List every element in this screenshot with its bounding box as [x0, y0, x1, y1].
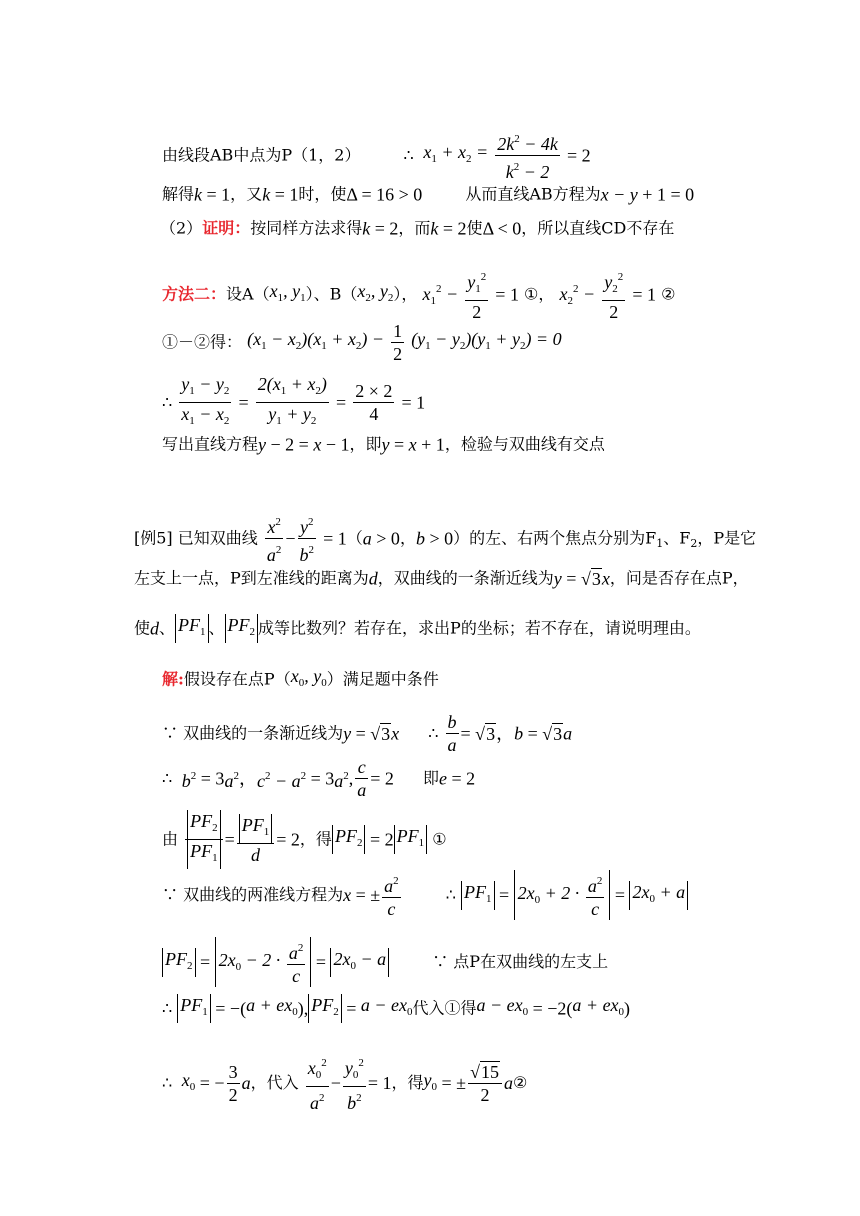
example5-solution-line-7: ∴ $PF_1 = -(a + ex_0)$, $PF_2 = a - ex_0$代入①得$a - ex_0 = -2(a + ex_0)$	[162, 993, 630, 1017]
solution-line-5: ①－②得： $(x_1 - x_2)(x_1 + x_2)$ − $\frac{1}{2}$ $(y_1 - y_2)(y_1 + y_2) = 0$	[162, 321, 562, 364]
solution-line-3: （2）证明：按同样方法求得k = 2，而k = 2使Δ < 0，所以直线CD不存在	[160, 218, 675, 239]
proof-label: 证明：	[202, 218, 251, 238]
example5-solution-line-6: $PF_2 = 2x_0 - 2$ · $\frac{a^2}{c}$ = $2x_0 - a$ ∵ 点P在双曲线的左支上	[162, 937, 608, 961]
example5-solution-line-5: ∵ 双曲线的两准线方程为x = ± $\frac{a^2}{c}$ ∴ $PF_1 = 2x_0 + 2$ · $\frac{a^2}{c}$ = $2x_0 + a$	[162, 870, 688, 894]
solution-line-6: ∴ $\frac{y_1 - y_2}{x_1 - x_2}$ = $\frac{2(x_1 + x_2)}{y_1 + y_2}$ = $\frac{2 \times 2}{4}$ = 1	[162, 374, 426, 427]
example5-line-2: 左支上一点，P到左准线的距离为d，双曲线的一条渐近线为y = √3x，问是否存在点P，	[134, 568, 749, 589]
solution-line-2: 解得k = 1，又k = 1时，使Δ = 16 > 0 从而直线AB方程为x − y + 1 = 0	[162, 184, 695, 205]
example5-solution-line-8: ∴ $x_0$ = − $\frac{3}{2}$ a，代入 $\frac{x_0^2}{a^2}$ − $\frac{y_0^2}{b^2}$ = 1，得$y_0$ = ± $\frac{√15}{2}$ a②	[162, 1052, 527, 1076]
formula-sum-x: $x_1 + x_2$ =	[418, 142, 489, 165]
solution-line-4: 方法二：设$A(x_1$, $y_1$）、$B(x_2$, $y_2$）， $x_1^2$ − $\frac{y_1^2}{2}$ = 1 ①， $x_2^2$ − $\frac{y_2^2}{2}$ = 1 ②	[162, 266, 675, 290]
example5-line-3: 使d、 $PF_1$ 、 $PF_2$ 成等比数列？若存在，求出P的坐标；若不存在，请说明理由。	[134, 614, 701, 638]
solution-line-7: 写出直线方程y − 2 = x − 1，即y = x + 1，检验与双曲线有交点	[162, 434, 605, 455]
example5-solution-line-4: 由 $\frac{PF_2}{PF_1}$ = $\frac{PF_1}{d}$ = 2，得 $PF_2 = 2$ $PF_1$ ①	[162, 810, 447, 834]
solution-label: 解:	[162, 669, 184, 689]
example5-solution-line-3: ∴ $b^2 = 3a^2$，$c^2 - a^2 = 3a^2$, $\frac{c}{a}$ = 2 即e = 2	[162, 757, 476, 800]
example5-solution-line-1: 解:假设存在点$P(x_0$, $y_0$）满足题中条件	[162, 666, 439, 689]
fraction-k: $\frac{2k^2 - 4k}{k^2 - 2}$	[495, 128, 560, 183]
method-two-label: 方法二：	[162, 284, 227, 304]
example5-solution-line-2: ∵ 双曲线的一条渐近线为y = √3x ∴ $\frac{b}{a}$ = √3，b = √3a	[162, 712, 573, 755]
solution-line-1: 由线段AB中点为P（1，2） ∴ $x_1 + x_2$ = $\frac{2k^2 - 4k}{k^2 - 2}$ = 2	[162, 128, 591, 152]
example5-line-1: [例5] 已知双曲线 $\frac{x^2}{a^2}$ − $\frac{y^2}{b^2}$ = 1（a > 0，b > 0）的左、右两个焦点分别为$F_1$、$F_2$，P是它	[134, 511, 756, 535]
